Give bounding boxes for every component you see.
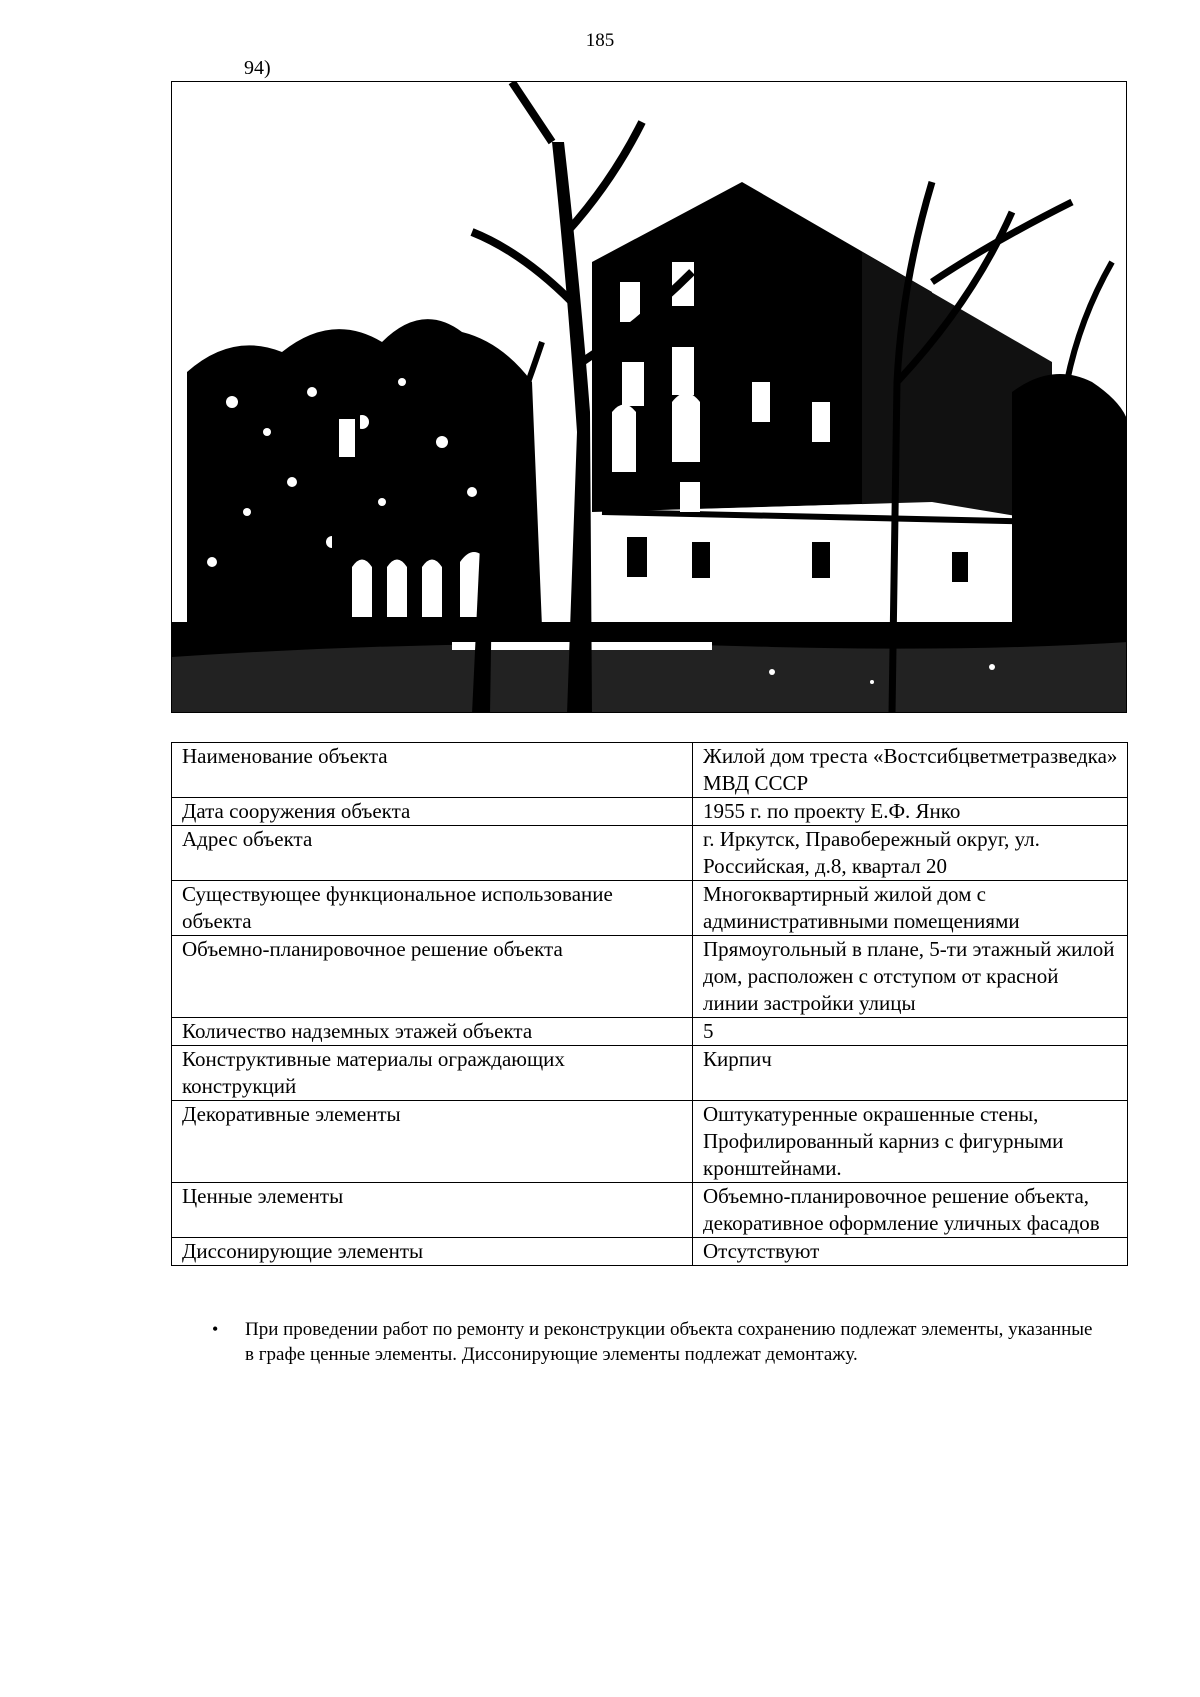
table-row bbox=[172, 881, 1128, 936]
row-label: Диссонирующие элементы bbox=[172, 1238, 693, 1266]
row-value: Кирпич bbox=[693, 1046, 1128, 1101]
table-row bbox=[172, 826, 1128, 881]
table-row bbox=[172, 1238, 1128, 1266]
row-label: Конструктивные материалы ограждающих конструкций bbox=[172, 1046, 693, 1101]
page-number: 185 bbox=[585, 30, 615, 51]
row-label: Ценные элементы bbox=[172, 1183, 693, 1238]
row-value: Объемно-планировочное решение объекта, декоративное оформление уличных фасадов bbox=[693, 1183, 1128, 1238]
row-label: Объемно-планировочное решение объекта bbox=[172, 936, 693, 1018]
row-value: г. Иркутск, Правобережный округ, ул. Российская, д.8, квартал 20 bbox=[693, 826, 1128, 881]
row-label: Количество надземных этажей объекта bbox=[172, 1018, 693, 1046]
row-value: Оштукатуренные окрашенные стены, Профилированный карниз с фигурными кронштейнами. bbox=[693, 1101, 1128, 1183]
row-label: Адрес объекта bbox=[172, 826, 693, 881]
table-row bbox=[172, 743, 1128, 798]
building-photo bbox=[171, 81, 1127, 713]
row-label: Декоративные элементы bbox=[172, 1101, 693, 1183]
row-value: Прямоугольный в плане, 5-ти этажный жилой дом, расположен с отступом от красной линии застройки улицы bbox=[693, 936, 1128, 1018]
table-row bbox=[172, 1018, 1128, 1046]
note-text: При проведении работ по ремонту и реконструкции объекта сохранению подлежат элементы, указанные в графе ценные элементы. Диссонирующие элементы подлежат демонтажу. bbox=[245, 1319, 1093, 1365]
row-label: Дата сооружения объекта bbox=[172, 798, 693, 826]
table-row bbox=[172, 936, 1128, 1018]
row-value: Отсутствуют bbox=[693, 1238, 1128, 1266]
object-info-table bbox=[171, 742, 1128, 1266]
row-value: Жилой дом треста «Востсибцветметразведка» МВД СССР bbox=[693, 743, 1128, 798]
notes-list bbox=[200, 1317, 1100, 1367]
row-value: Многоквартирный жилой дом с административными помещениями bbox=[693, 881, 1128, 936]
list-item bbox=[200, 1317, 1100, 1367]
row-value: 5 bbox=[693, 1018, 1128, 1046]
row-value: 1955 г. по проекту Е.Ф. Янко bbox=[693, 798, 1128, 826]
bullet-icon: • bbox=[212, 1319, 219, 1339]
table-row bbox=[172, 1101, 1128, 1183]
building-photo-icon bbox=[172, 82, 1127, 713]
table-row bbox=[172, 1046, 1128, 1101]
row-label: Существующее функциональное использование объекта bbox=[172, 881, 693, 936]
row-label: Наименование объекта bbox=[172, 743, 693, 798]
item-number: 94) bbox=[244, 57, 271, 79]
table-row bbox=[172, 1183, 1128, 1238]
table-row bbox=[172, 798, 1128, 826]
